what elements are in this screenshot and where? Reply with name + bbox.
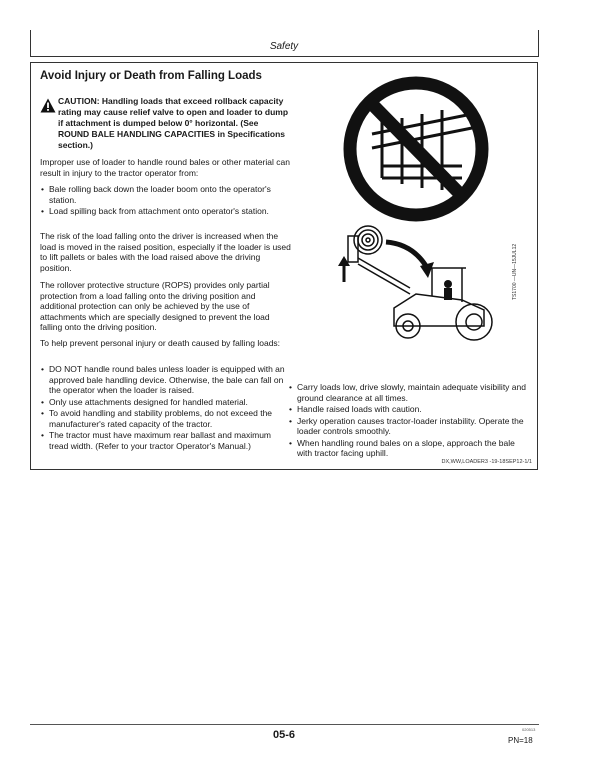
tractor-falling-bale-illustration	[324, 222, 514, 352]
list-item: • Load spilling back from attachment onto operator's station.	[40, 206, 292, 217]
article-title: Avoid Injury or Death from Falling Loads	[40, 70, 262, 82]
list-item: • Handle raised loads with caution.	[288, 404, 528, 415]
list-item: • Only use attachments designed for handled material.	[40, 397, 292, 408]
section-title: Safety	[269, 41, 299, 52]
footer-pn: PN=18	[508, 736, 533, 745]
right-bullet-list	[288, 382, 528, 460]
list-item: • To avoid handling and stability problems, do not exceed the manufacturer's rated capacity of the tractor.	[40, 408, 292, 429]
document-code: DX,WW,LOADER3 -19-18SEP12-1/1	[441, 459, 532, 465]
list-item: • The tractor must have maximum rear ballast and maximum tread width. (Refer to your tractor Operator's Manual.)	[40, 430, 292, 451]
illustration-code: TS1700 —UN—15JUL12	[512, 243, 518, 300]
list-item: • Bale rolling back down the loader boom onto the operator's station.	[40, 184, 292, 205]
list-item: • Carry loads low, drive slowly, maintain adequate visibility and ground clearance at all times.	[288, 382, 528, 403]
page-number: 05-6	[272, 729, 296, 741]
left-bullet-list	[40, 364, 292, 452]
prohibited-pallet-icon	[322, 74, 510, 224]
intro-bullet-list	[40, 184, 292, 218]
caution-notice	[40, 96, 290, 151]
list-item: • When handling round bales on a slope, approach the bale with tractor facing uphill.	[288, 438, 528, 459]
intro-paragraph: Improper use of loader to handle round bales or other material can result in injury to the tractor operator from:	[40, 157, 290, 178]
list-item: • Jerky operation causes tractor-loader instability. Operate the loader controls smoothly.	[288, 416, 528, 437]
footer-rule	[30, 724, 539, 725]
caution-text: CAUTION: Handling loads that exceed rollback capacity rating may cause relief valve to open and loader to dump if attachment is dumped below 0° horizontal. (See ROUND BALE HANDLING CAPACITIES in Specifications section.)	[58, 96, 289, 150]
list-item: • DO NOT handle round bales unless loader is equipped with an approved bale handling device. Otherwise, the bale can fall on the operator when the loader is raised.	[40, 364, 292, 396]
rops-paragraph: The rollover protective structure (ROPS) provides only partial protection from a load falling onto the driving position and additional protection can only be achieved by the use of attachments which are specially designed to prevent the load falling onto the driving position.	[40, 280, 270, 332]
header-rule-bottom	[30, 56, 539, 57]
footer-small-code: 020513	[522, 727, 536, 732]
risk-paragraph: The risk of the load falling onto the driver is increased when the load is moved in the raised position, especially if the loader is used to lift pallets or bales with the load raised above the driving position.	[40, 231, 291, 273]
help-paragraph: To help prevent personal injury or death caused by falling loads:	[40, 338, 281, 348]
